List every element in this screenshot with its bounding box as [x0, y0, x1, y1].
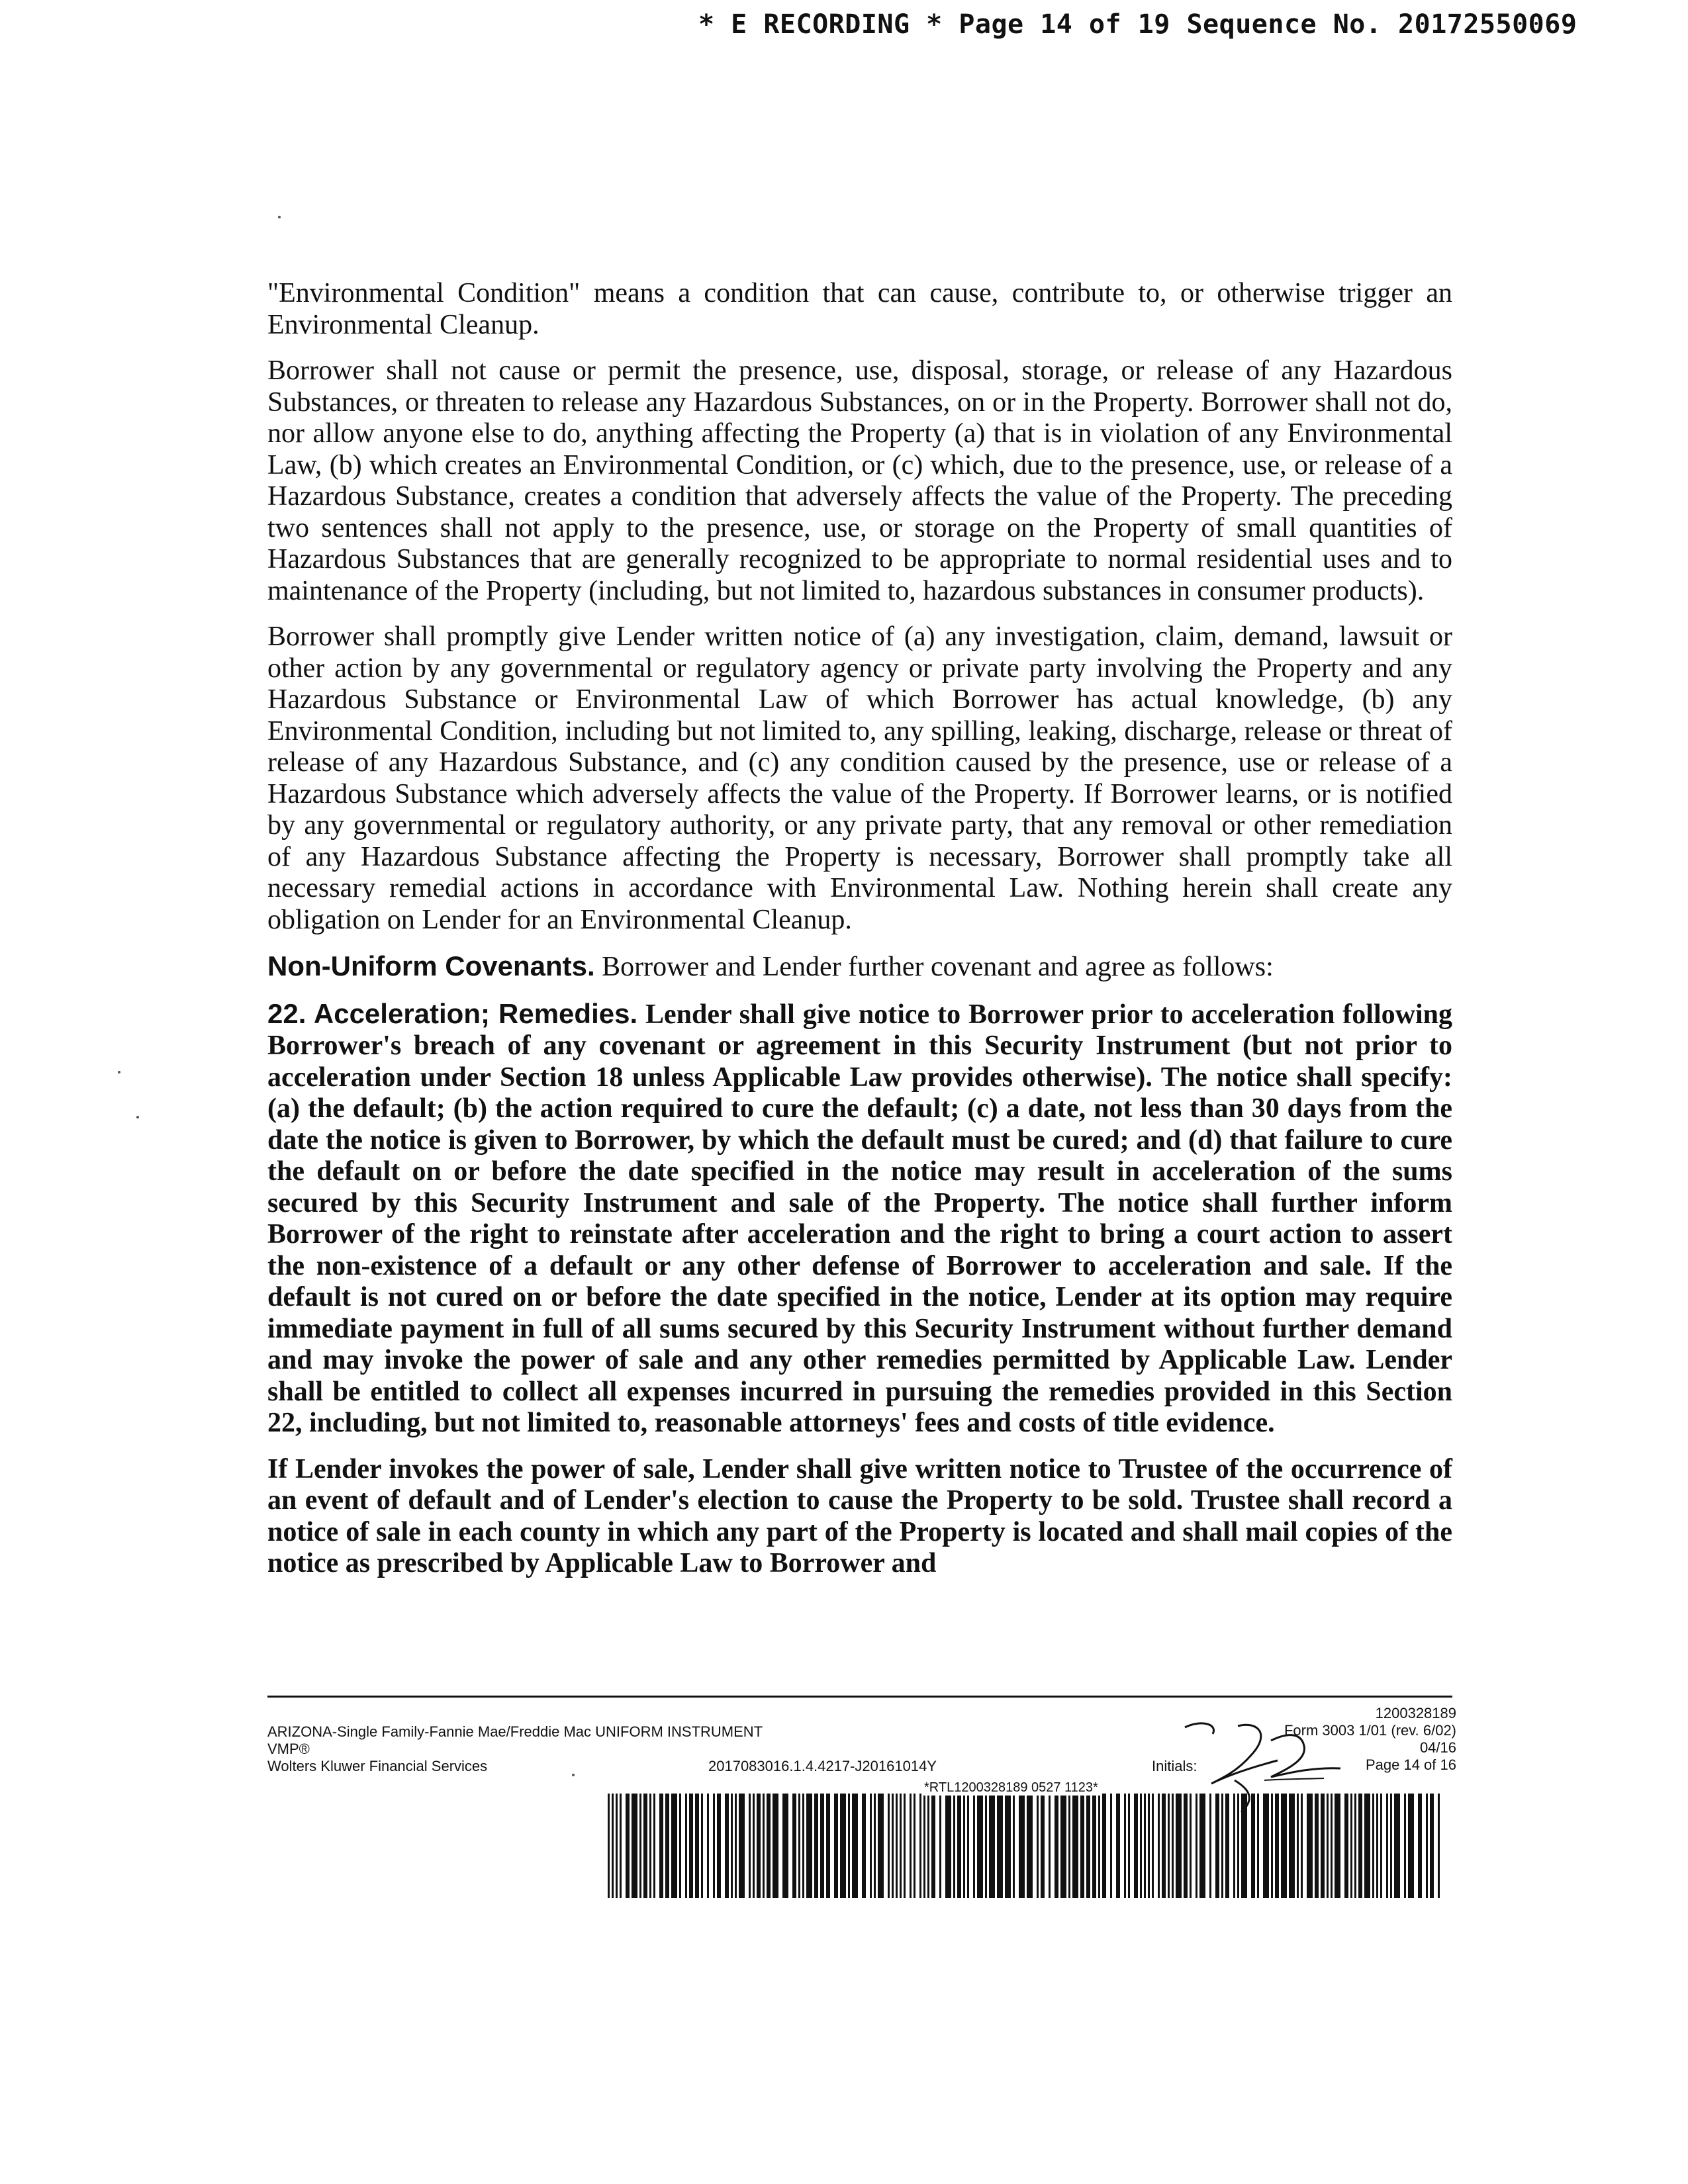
- barcode-bar: [1364, 1794, 1370, 1898]
- barcode-bar: [1176, 1794, 1182, 1898]
- barcode-bar: [731, 1794, 733, 1898]
- publisher-name: Wolters Kluwer Financial Services: [267, 1758, 488, 1774]
- barcode-bar: [1013, 1794, 1015, 1898]
- paragraph-power-of-sale: If Lender invokes the power of sale, Lender shall give written notice to Trustee of the occurrence of an event of default and of Lender's election to cause the Property to be sold. Trustee shall record a notice of sale in each county in which any part of the Property is located and shall mail copies of the notice as prescribed by Applicable Law to Borrower and: [267, 1453, 1452, 1578]
- barcode-bar: [997, 1794, 1003, 1898]
- barcode-bar: [802, 1794, 804, 1898]
- barcode-bar: [1060, 1794, 1066, 1898]
- barcode-bar: [1215, 1794, 1219, 1898]
- barcode-bar: [1241, 1794, 1247, 1898]
- barcode-bar: [927, 1794, 929, 1898]
- barcode-bar: [1199, 1794, 1205, 1898]
- barcode-bar: [904, 1794, 906, 1898]
- barcode-bar: [1418, 1794, 1422, 1898]
- barcode-bar: [1196, 1794, 1197, 1898]
- barcode-bar: [753, 1794, 755, 1898]
- barcode-bar: [985, 1794, 987, 1898]
- barcode-bar: [1190, 1794, 1192, 1898]
- barcode-bar: [632, 1794, 637, 1898]
- barcode-bar: [910, 1794, 912, 1898]
- barcode-bar: [1140, 1794, 1142, 1898]
- barcode-bar: [820, 1794, 824, 1898]
- barcode-bar: [749, 1794, 751, 1898]
- barcode-bar: [1233, 1794, 1235, 1898]
- barcode-bar: [896, 1794, 898, 1898]
- barcode-bar: [888, 1794, 890, 1898]
- barcode-bar: [914, 1794, 915, 1898]
- barcode-bar: [953, 1794, 955, 1898]
- barcode-bar: [1209, 1794, 1211, 1898]
- barcode-bar: [1315, 1794, 1319, 1898]
- barcode-bar: [1301, 1794, 1303, 1898]
- barcode-bar: [1184, 1794, 1188, 1898]
- stray-mark: [278, 216, 281, 218]
- barcode-bar: [725, 1794, 729, 1898]
- section-22-text: Lender shall give notice to Borrower prior to acceleration following Borrower's breach of any covenant or agreement in this Security Instrument (but not prior to acceleration under Section 18 unless Applicable Law provides otherwise). The notice shall specify: (a) the default; (b) the action required to cure the default; (c) a date, not less than 30 days from the date the notice is given to Borrower, by which the default must be cured; and (d) that failure to cure the default on or before the date specified in the notice may result in acceleration of the sums secured by this Security Instrument and sale of the Property. The notice shall further inform Borrower of the right to reinstate after acceleration and the right to bring a court action to assert the non-existence of a default or any other defense of Borrower to acceleration and sale. If the default is not cured on or before the date specified in the notice, Lender at its option may require immediate payment in full of all sums secured by this Security Instrument without further demand and may invoke the power of sale and any other remedies permitted by Applicable Law. Lender shall be entitled to collect all expenses incurred in pursuing the remedies provided in this Section 22, including, but not limited to, reasonable attorneys' fees and costs of title evidence.: [267, 999, 1452, 1438]
- barcode-bar: [1307, 1794, 1313, 1898]
- barcode-bar: [814, 1794, 818, 1898]
- barcode-bar: [1019, 1794, 1025, 1898]
- barcode-bar: [1331, 1794, 1333, 1898]
- barcode-bar: [1041, 1794, 1045, 1898]
- barcode-bar: [1376, 1794, 1378, 1898]
- barcode-bar: [1426, 1794, 1428, 1898]
- barcode-bar: [763, 1794, 765, 1898]
- barcode-bar: [1110, 1794, 1112, 1898]
- barcode-bar: [1168, 1794, 1170, 1898]
- barcode-bar: [848, 1794, 850, 1898]
- barcode-bar: [1350, 1794, 1352, 1898]
- barcode-bar: [739, 1794, 745, 1898]
- barcode-bar: [977, 1794, 983, 1898]
- barcode-bar: [612, 1794, 614, 1898]
- barcode-bar: [1116, 1794, 1120, 1898]
- barcode-bar: [892, 1794, 894, 1898]
- page-label: Page 14 of 16: [1365, 1756, 1456, 1773]
- barcode-bar: [1152, 1794, 1154, 1898]
- paragraph-hazardous-substances: Borrower shall not cause or permit the presence, use, disposal, storage, or release of any Hazardous Substances, or threaten to release any Hazardous Substances, on or in the Property. Borrower shall not do, nor allow anyone else to do, anything affecting the Property (a) that is in violation of any Environmental Law, (b) which creates an Environmental Condition, or (c) which, due to the presence, use, or release of a Hazardous Substance, creates a condition that adversely affects the value of the Property. The preceding two sentences shall not apply to the presence, use, or storage on the Property of small quantities of Hazardous Substances that are generally recognized to be appropriate to normal residential uses and to maintenance of the Property (including, but not limited to, hazardous substances in consumer products).: [267, 355, 1452, 606]
- barcode-bar: [1068, 1794, 1070, 1898]
- barcode-bar: [826, 1794, 830, 1898]
- barcode-bar: [840, 1794, 846, 1898]
- barcode-bar: [653, 1794, 655, 1898]
- barcode-bar: [798, 1794, 800, 1898]
- barcode-bar: [1404, 1794, 1406, 1898]
- form-title: ARIZONA-Single Family-Fannie Mae/Freddie Mac UNIFORM INSTRUMENT: [267, 1723, 763, 1740]
- barcode-bar: [757, 1794, 761, 1898]
- barcode-bar: [1263, 1794, 1269, 1898]
- barcode-bar: [1271, 1794, 1273, 1898]
- barcode-bar: [1134, 1794, 1138, 1898]
- barcode-bar: [870, 1794, 872, 1898]
- barcode-bar: [973, 1794, 975, 1898]
- barcode-bar: [1128, 1794, 1130, 1898]
- barcode-bar: [1086, 1794, 1090, 1898]
- barcode-bar: [1358, 1794, 1362, 1898]
- barcode-bar: [649, 1794, 651, 1898]
- recording-header: * E RECORDING * Page 14 of 19 Sequence No. 20172550069: [698, 9, 1577, 40]
- barcode-bar: [608, 1794, 610, 1898]
- barcode-bar: [717, 1794, 721, 1898]
- barcode-bar: [1225, 1794, 1229, 1898]
- barcode-bar: [1297, 1794, 1299, 1898]
- barcode-bar: [900, 1794, 902, 1898]
- barcode-bar: [1354, 1794, 1356, 1898]
- barcode-bar: [1408, 1794, 1414, 1898]
- barcode-bar: [616, 1794, 618, 1898]
- barcode-bar: [1237, 1794, 1239, 1898]
- barcode-bar: [945, 1794, 951, 1898]
- barcode-bar: [1372, 1794, 1374, 1898]
- barcode-bar: [1275, 1794, 1279, 1898]
- barcode-bar: [1098, 1794, 1100, 1898]
- barcode-bar: [689, 1794, 693, 1898]
- barcode-bar: [1221, 1794, 1223, 1898]
- barcode: [608, 1794, 1443, 1898]
- barcode-bar: [1257, 1794, 1259, 1898]
- barcode-bar: [767, 1794, 771, 1898]
- barcode-bar: [919, 1794, 921, 1898]
- barcode-bar: [1148, 1794, 1150, 1898]
- barcode-bar: [1438, 1794, 1440, 1898]
- barcode-bar: [1335, 1794, 1340, 1898]
- barcode-bar: [713, 1794, 715, 1898]
- initials-label: Initials:: [1152, 1758, 1197, 1774]
- barcode-caption: *RTL1200328189 0527 1123*: [921, 1780, 1101, 1796]
- barcode-bar: [1005, 1794, 1011, 1898]
- barcode-bar: [626, 1794, 630, 1898]
- barcode-bar: [1430, 1794, 1434, 1898]
- barcode-bar: [1327, 1794, 1329, 1898]
- non-uniform-heading: Non-Uniform Covenants.: [267, 950, 595, 981]
- paragraph-environmental-condition: "Environmental Condition" means a condition that can cause, contribute to, or otherwise trigger an Environmental Cleanup.: [267, 278, 1452, 340]
- vmp-mark: VMP®: [267, 1741, 310, 1757]
- paragraph-non-uniform-covenants: [267, 950, 1452, 983]
- barcode-bar: [923, 1794, 925, 1898]
- barcode-bar: [643, 1794, 647, 1898]
- barcode-bar: [695, 1794, 699, 1898]
- barcode-bar: [1124, 1794, 1126, 1898]
- loan-number: 1200328189: [1375, 1705, 1456, 1721]
- barcode-bar: [957, 1794, 961, 1898]
- barcode-bar: [852, 1794, 858, 1898]
- barcode-bar: [806, 1794, 812, 1898]
- barcode-bar: [1394, 1794, 1400, 1898]
- paragraph-section-22: [267, 998, 1452, 1439]
- barcode-bar: [1162, 1794, 1166, 1898]
- barcode-bar: [1102, 1794, 1106, 1898]
- barcode-bar: [1158, 1794, 1160, 1898]
- barcode-bar: [1037, 1794, 1039, 1898]
- barcode-bar: [1049, 1794, 1051, 1898]
- document-body: [267, 278, 1452, 1594]
- stray-mark: [136, 1116, 139, 1118]
- barcode-bar: [665, 1794, 669, 1898]
- barcode-bar: [931, 1794, 935, 1898]
- stray-mark: [118, 1071, 120, 1073]
- barcode-bar: [782, 1794, 788, 1898]
- barcode-bar: [1386, 1794, 1388, 1898]
- barcode-bar: [1080, 1794, 1084, 1898]
- barcode-bar: [939, 1794, 941, 1898]
- footer-divider: [267, 1696, 1452, 1698]
- barcode-bar: [862, 1794, 866, 1898]
- barcode-bar: [834, 1794, 838, 1898]
- section-22-heading: 22. Acceleration; Remedies.: [267, 997, 638, 1029]
- barcode-bar: [1380, 1794, 1382, 1898]
- barcode-bar: [1072, 1794, 1078, 1898]
- barcode-bar: [1092, 1794, 1096, 1898]
- form-date: 04/16: [1419, 1739, 1456, 1756]
- paragraph-borrower-notice: Borrower shall promptly give Lender written notice of (a) any investigation, claim, demand, lawsuit or other action by any governmental or regulatory agency or private party involving the Property and any Hazardous Substance or Environmental Law of which Borrower has actual knowledge, (b) any Environmental Condition, including but not limited to, any spilling, leaking, discharge, release or threat of release of any Hazardous Substance, and (c) any condition caused by the presence, use or release of a Hazardous Substance which adversely affects the value of the Property. If Borrower learns, or is notified by any governmental or regulatory authority, or any private party, that any removal or other remediation of any Hazardous Substance affecting the Property is necessary, Borrower shall promptly take all necessary remedial actions in accordance with Environmental Law. Nothing herein shall create any obligation on Lender for an Environmental Cleanup.: [267, 621, 1452, 935]
- barcode-bar: [639, 1794, 641, 1898]
- barcode-bar: [878, 1794, 884, 1898]
- barcode-bar: [620, 1794, 622, 1898]
- footer-left-block: [267, 1723, 763, 1775]
- barcode-bar: [685, 1794, 687, 1898]
- barcode-bar: [1055, 1794, 1058, 1898]
- barcode-bar: [874, 1794, 876, 1898]
- barcode-bar: [1344, 1794, 1348, 1898]
- barcode-bar: [671, 1794, 677, 1898]
- barcode-bar: [1144, 1794, 1146, 1898]
- barcode-bar: [1390, 1794, 1392, 1898]
- barcode-bar: [1281, 1794, 1287, 1898]
- barcode-bar: [989, 1794, 995, 1898]
- barcode-bar: [735, 1794, 737, 1898]
- barcode-bar: [1321, 1794, 1325, 1898]
- barcode-bar: [963, 1794, 965, 1898]
- barcode-bar: [1027, 1794, 1033, 1898]
- barcode-bar: [707, 1794, 709, 1898]
- non-uniform-text: Borrower and Lender further covenant and agree as follows:: [594, 952, 1274, 982]
- barcode-bar: [792, 1794, 796, 1898]
- barcode-bar: [773, 1794, 778, 1898]
- form-number: Form 3003 1/01 (rev. 6/02): [1284, 1722, 1456, 1739]
- barcode-bar: [1172, 1794, 1174, 1898]
- barcode-bar: [1289, 1794, 1295, 1898]
- barcode-bar: [659, 1794, 663, 1898]
- barcode-bar: [967, 1794, 969, 1898]
- barcode-bar: [1251, 1794, 1255, 1898]
- barcode-bar: [679, 1794, 681, 1898]
- barcode-bar: [701, 1794, 703, 1898]
- document-code: 2017083016.1.4.4217-J20161014Y: [708, 1758, 937, 1774]
